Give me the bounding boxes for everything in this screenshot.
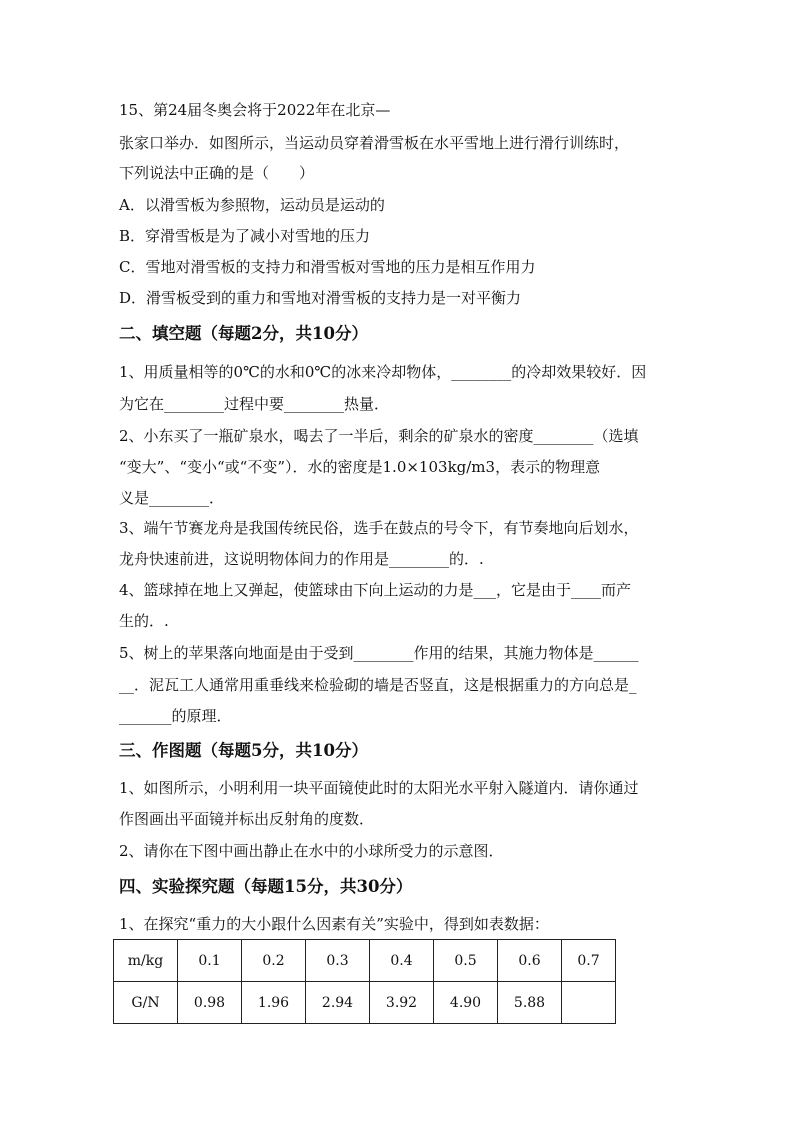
table-cell: 3.92: [370, 982, 434, 1024]
section-3-title: 三、作图题（每题5分，共10分）: [119, 741, 368, 760]
table-cell: 4.90: [434, 982, 498, 1024]
table-cell: 2.94: [306, 982, 370, 1024]
q15-line-2: 张家口举办．如图所示，当运动员穿着滑雪板在水平雪地上进行滑行训练时，: [119, 134, 630, 152]
s2-line-1: 1、用质量相等的0℃的水和0℃的冰来冷却物体，________的冷却效果较好．因: [119, 363, 647, 381]
s3-line-1: 1、如图所示，小明利用一块平面镜使此时的太阳光水平射入隧道内．请你通过: [119, 779, 639, 797]
s2-line-11: __．泥瓦工人通常用重垂线来检验砌的墙是否竖直，这是根据重力的方向总是_: [119, 676, 637, 694]
table-cell: 0.3: [306, 940, 370, 982]
q15-option-c: C．雪地对滑雪板的支持力和滑雪板对雪地的压力是相互作用力: [119, 258, 536, 276]
q15-option-b: B．穿滑雪板是为了减小对雪地的压力: [119, 227, 371, 245]
s2-line-6: 3、端午节赛龙舟是我国传统民俗，选手在鼓点的号令下，有节奏地向后划水，: [119, 519, 639, 537]
q15-line-1: 15、第24届冬奥会将于2022年在北京—: [119, 101, 391, 119]
s2-line-8: 4、篮球掉在地上又弹起，使篮球由下向上运动的力是___，它是由于____而产: [119, 581, 632, 599]
s2-line-5: 义是________．: [119, 489, 225, 507]
section-4-title: 四、实验探究题（每题15分，共30分）: [119, 877, 413, 896]
s2-line-3: 2、小东买了一瓶矿泉水，喝去了一半后，剩余的矿泉水的密度________（选填: [119, 427, 639, 445]
mass-weight-table: [113, 939, 616, 1024]
section-2-title: 二、填空题（每题2分，共10分）: [119, 324, 368, 343]
s3-line-3: 2、请你在下图中画出静止在水中的小球所受力的示意图．: [119, 842, 504, 860]
table-cell: 0.7: [562, 940, 616, 982]
s3-line-2: 作图画出平面镜并标出反射角的度数．: [119, 810, 375, 828]
s2-line-10: 5、树上的苹果落向地面是由于受到________作用的结果，其施力物体是______: [119, 644, 639, 662]
q15-line-3: 下列说法中正确的是（ ）: [119, 164, 315, 182]
table-cell: 0.5: [434, 940, 498, 982]
q15-option-d: D．滑雪板受到的重力和雪地对滑雪板的支持力是一对平衡力: [119, 289, 522, 307]
table-cell: 0.6: [498, 940, 562, 982]
s2-line-4: “变大”、“变小“或“不变”）．水的密度是1.0×103kg/m3，表示的物理意: [119, 458, 601, 476]
table-cell: 5.88: [498, 982, 562, 1024]
s2-line-9: 生的．.: [119, 612, 169, 630]
s4-line-1: 1、在探究“重力的大小跟什么因素有关”实验中，得到如表数据：: [119, 915, 549, 933]
table-cell: G/N: [114, 982, 178, 1024]
table-cell: 0.98: [178, 982, 242, 1024]
table-row: [114, 940, 616, 982]
table-cell: 0.4: [370, 940, 434, 982]
s2-line-2: 为它在________过程中要________热量．: [119, 395, 390, 413]
q15-option-a: A．以滑雪板为参照物，运动员是运动的: [119, 196, 385, 214]
table-cell: m/kg: [114, 940, 178, 982]
s2-line-12: _______的原理．: [119, 707, 232, 725]
s2-line-7: 龙舟快速前进，这说明物体间力的作用是________的．.: [119, 550, 484, 568]
table-row: [114, 982, 616, 1024]
table-cell: [562, 982, 616, 1024]
table-cell: 0.1: [178, 940, 242, 982]
table-cell: 0.2: [242, 940, 306, 982]
table-cell: 1.96: [242, 982, 306, 1024]
